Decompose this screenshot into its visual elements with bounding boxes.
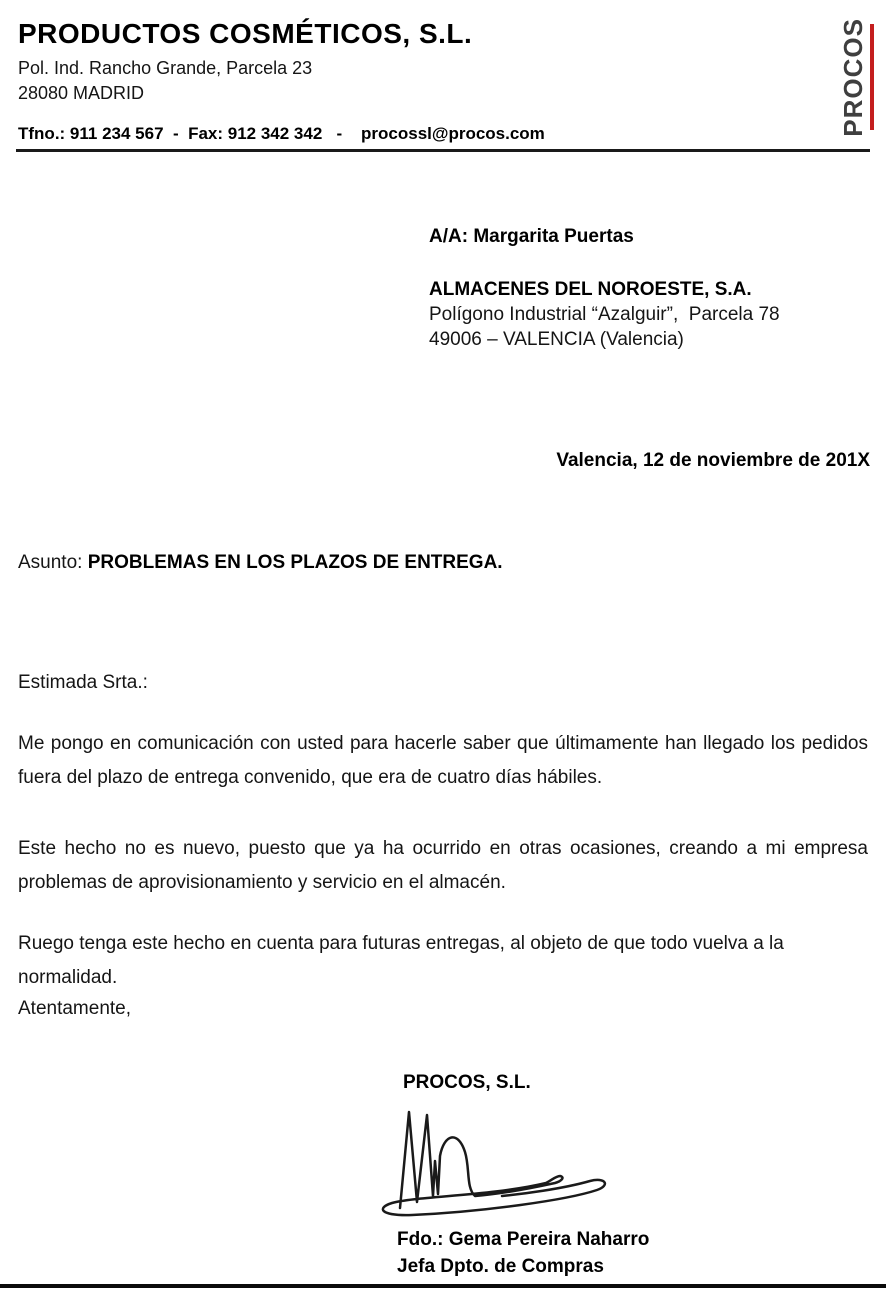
recipient-block <box>429 224 780 352</box>
sender-address-line2: 28080 MADRID <box>18 83 145 103</box>
salutation: Estimada Srta.: <box>18 672 148 693</box>
closing-line: Atentamente, <box>18 998 132 1019</box>
body-paragraph-1: Me pongo en comunicación con usted para hacerle saber que últimamente han llegado los pedidos fuera del plazo de entrega convenido, que era de cuatro días hábiles. <box>18 733 868 788</box>
signature-company-name: PROCOS, S.L. <box>403 1072 531 1093</box>
body-paragraph-2: Este hecho no es nuevo, puesto que ya ha ocurrido en otras ocasiones, creando a mi empresa problemas de aprovisionamiento y servicio en el almacén. <box>18 838 868 893</box>
procos-logo-text: PROCOS <box>838 17 868 137</box>
recipient-attention: A/A: Margarita Puertas <box>429 226 634 247</box>
signer-title: Jefa Dpto. de Compras <box>397 1256 604 1277</box>
signature-block <box>397 1226 649 1280</box>
sender-company-name: PRODUCTOS COSMÉTICOS, S.L. <box>18 18 473 49</box>
subject-label: Asunto: <box>18 552 88 573</box>
body-paragraph-3: Ruego tenga este hecho en cuenta para futuras entregas, al objeto de que todo vuelva a la normalidad. <box>18 933 784 988</box>
page-bottom-border <box>0 1284 886 1288</box>
date-line: Valencia, 12 de noviembre de 201X <box>556 450 870 471</box>
procos-logo-accent-bar <box>870 24 874 130</box>
recipient-company: ALMACENES DEL NOROESTE, S.A. <box>429 279 752 300</box>
recipient-address-line2: 49006 – VALENCIA (Valencia) <box>429 329 684 350</box>
procos-logo <box>828 17 874 137</box>
sender-contact-line: Tfno.: 911 234 567 - Fax: 912 342 342 - procossl@procos.com <box>18 124 545 143</box>
subject-line <box>18 552 503 574</box>
sender-address-line1: Pol. Ind. Rancho Grande, Parcela 23 <box>18 58 313 78</box>
header-divider <box>16 149 870 152</box>
subject-text: PROBLEMAS EN LOS PLAZOS DE ENTREGA. <box>87 552 503 573</box>
handwritten-signature <box>372 1106 622 1220</box>
signer-name: Fdo.: Gema Pereira Naharro <box>397 1229 650 1250</box>
recipient-address-line1: Polígono Industrial “Azalguir”, Parcela 78 <box>429 304 780 325</box>
